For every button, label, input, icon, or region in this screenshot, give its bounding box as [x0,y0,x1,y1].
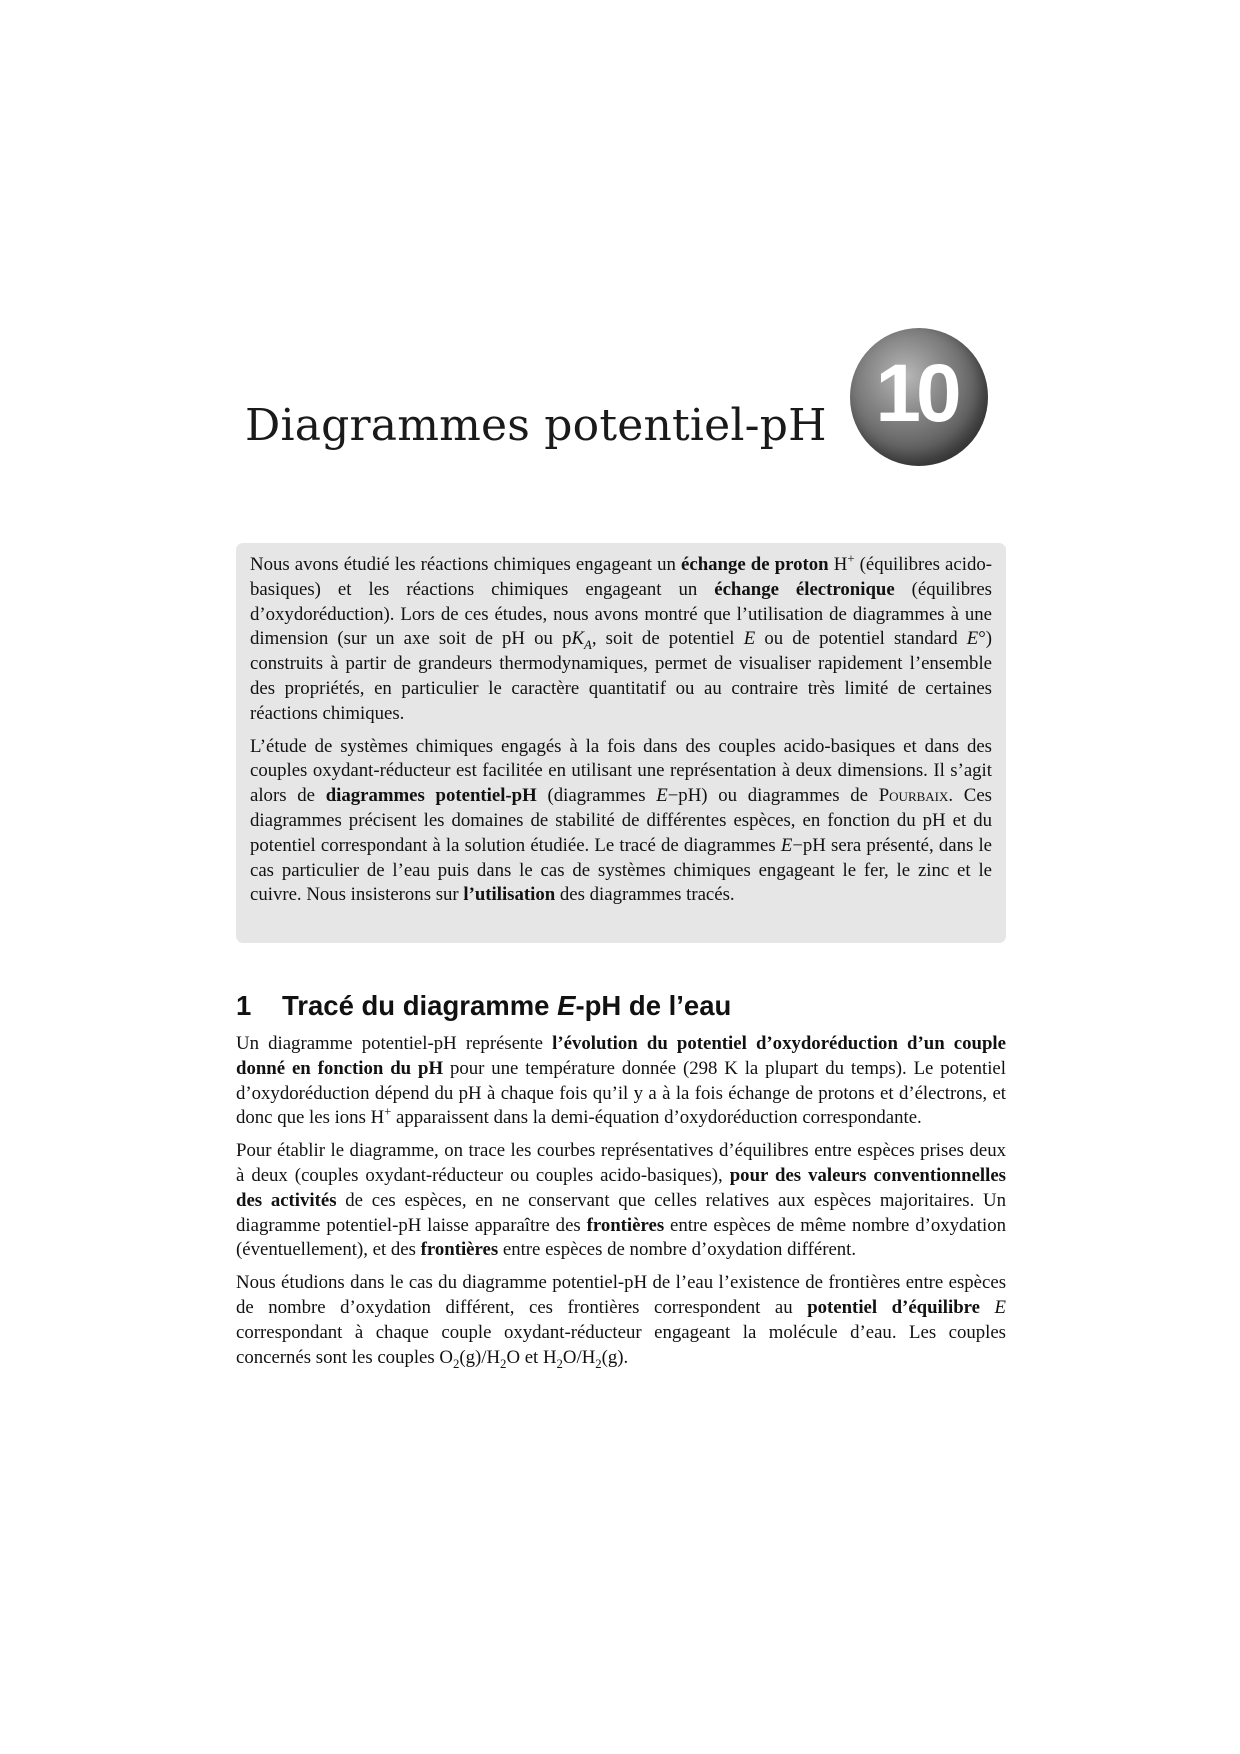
bold-term: diagrammes potentiel-pH [325,785,537,807]
text-run: (équilibres d’oxydoréduction). Lors de ces études, nous avons montré que l’utilisation de diagrammes à une dimension (sur un axe soit de pH ou p [250,578,992,650]
italic-symbol: E [994,1296,1006,1318]
body-paragraph-3 [236,1271,1006,1370]
introduction-box [236,543,1006,943]
intro-paragraph-2 [250,735,992,909]
text-run: Un diagramme potentiel-pH représente [236,1033,553,1054]
bold-term: échange électronique [714,578,895,600]
bold-term: pour des valeurs conventionnelles des activités [236,1164,1006,1211]
bold-term: frontières [420,1239,499,1261]
text-run: des diagrammes tracés. [555,884,735,906]
chapter-number-badge [850,328,988,466]
bold-term: potentiel d’équilibre [807,1296,980,1318]
section-title-italic: E [557,990,576,1021]
bold-term: l’utilisation [463,884,556,906]
text-run: entre espèces de même nombre d’oxydation (éventuellement), et des [236,1214,1006,1261]
italic-symbol: K [571,628,584,650]
section-heading [236,990,731,1022]
subscript: 2 [500,1356,507,1371]
text-run: L’étude de systèmes chimiques engagés à la fois dans des couples acido-basiques et dans des couples oxydant-réducteur est facilitée en utilisant une représentation à deux dimensions. Il s’agit alors de [250,735,992,807]
text-run: entre espèces de nombre d’oxydation différent. [498,1239,857,1261]
italic-symbol: E [743,628,756,650]
text-run: (diagrammes [536,785,657,807]
chapter-number: 10 [875,348,957,439]
bold-term: échange de proton [681,554,829,575]
text-run: Nous avons étudié les réactions chimiques engageant un [250,554,682,575]
section-title-text: -pH de l’eau [575,990,732,1021]
text-run: . Ces diagrammes précisent les domaines de stabilité de différentes espèces, en fonction du pH et du potentiel correspondant à la solution étudiée. Le tracé de diagrammes [250,785,992,856]
section-body [236,1032,1006,1370]
section-number: 1 [236,990,252,1021]
text-run: apparaissent dans la demi-équation d’oxydoréduction correspondante. [391,1107,922,1129]
text-run: −pH) ou diagrammes de [667,785,879,807]
italic-symbol: E [966,628,979,650]
text-run: pour une température donnée (298 K la plupart du temps). Le potentiel d’oxydoréduction dépend du pH à chaque fois qu’il y a à la fois échange de protons et d’électrons, et donc que les ions H [236,1057,1006,1129]
section-title-text: Tracé du diagramme [282,990,558,1021]
subscript: 2 [556,1356,563,1371]
subscript: 2 [595,1356,602,1371]
intro-paragraph-1 [250,553,992,727]
superscript: + [847,551,855,566]
text-run: Nous étudions dans le cas du diagramme potentiel-pH de l’eau l’existence de frontières entre espèces de nombre d’oxydation différent, ces frontières correspondent au [236,1272,1006,1318]
subscript: A [584,638,592,653]
chapter-title: Diagrammes potentiel-pH [245,400,827,451]
text-run: O et H [506,1346,557,1368]
text-run: (équilibres acido-basiques) et les réactions chimiques engageant un [250,554,992,600]
text-run [980,1297,995,1318]
text-run: , soit de potentiel [591,628,744,650]
bold-term: l’évolution du potentiel d’oxydoréduction d’un couple donné en fonction du pH [236,1033,1006,1079]
text-run: O/H [562,1346,596,1368]
text-run: correspondant à chaque couple oxydant-réducteur engageant la molécule d’eau. Les couples concernés sont les couples O [236,1321,1006,1368]
text-run: H [828,554,848,575]
text-run: (g). [601,1346,629,1368]
text-run: de ces espèces, en ne conservant que celles relatives aux espèces majoritaires. Un diagramme potentiel-pH laisse apparaître des [236,1189,1006,1236]
text-run: °) construits à partir de grandeurs thermodynamiques, permet de visualiser rapidement l’ensemble des propriétés, en particulier le caractère quantitatif ou au contraire très limité de certaines réactions chimiques. [250,628,993,724]
bold-term: frontières [586,1214,665,1236]
italic-symbol: E [656,785,668,807]
text-run: ou de potentiel standard [755,628,967,650]
text-run: −pH sera présenté, dans le cas particulier de l’eau puis dans le cas de systèmes chimiques engageant le fer, le zinc et le cuivre. Nous insisterons sur [250,834,992,906]
body-paragraph-1 [236,1032,1006,1131]
text-run: (g)/H [459,1346,501,1368]
small-caps-name: Pourbaix [878,785,949,807]
superscript: + [384,1105,392,1120]
text-run: Pour établir le diagramme, on trace les courbes représentatives d’équilibres entre espèces prises deux à deux (couples oxydant-réducteur ou couples acido-basiques), [236,1140,1006,1186]
body-paragraph-2 [236,1139,1006,1263]
italic-symbol: E [780,834,793,856]
subscript: 2 [452,1356,460,1371]
